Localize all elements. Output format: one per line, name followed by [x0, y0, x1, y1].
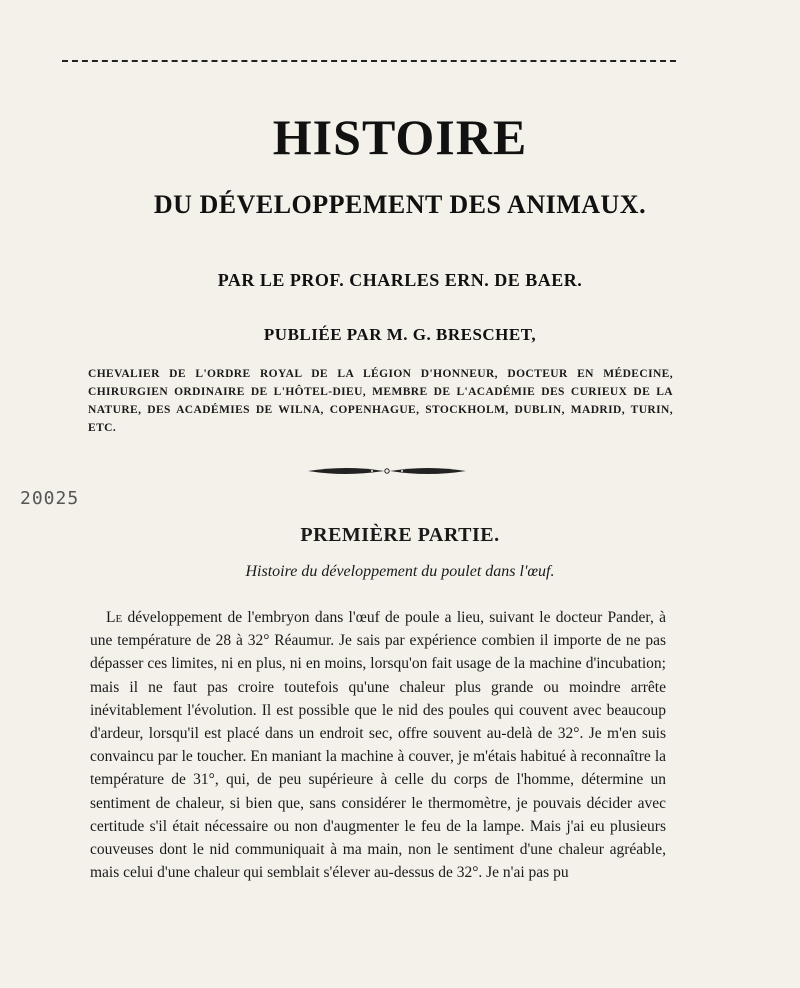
publisher-line: PUBLIÉE PAR M. G. BRESCHET, [263, 325, 537, 344]
author-line: PAR LE PROF. CHARLES ERN. DE BAER. [217, 270, 583, 290]
body-text: développement de l'embryon dans l'œuf de poule a lieu, suivant le docteur Pander, à une température de 28 à 32° Réaumur. Je sais par expérience combien il importe de ne pas dépasser ces limites, ni en plus, ni en moins, lorsqu'on fait usage de la machine d'incubation; mais il ne faut pas croire toutefois qu'une chaleur plus grande ou moindre arrête inévitablement l'évolution. Il est possible que le nid des poules qui couvent avec beaucoup d'ardeur, lorsqu'il est placé dans un endroit sec, offre souvent au-delà de 32°. Je m'en suis convaincu par le toucher. En maniant la machine à couver, je m'étais habitué à reconnaître la température de 31°, qui, de peu supérieure à celle du corps de l'homme, détermine un sentiment de chaleur, si bien que, sans considérer le thermomètre, je pouvais décider avec certitude s'il était nécessaire ou non d'augmenter le feu de la lampe. Mais j'ai eu plusieurs couveuses dont le nid communiquait à ma main, non le sentiment d'une chaleur agréable, mais celui d'une chaleur qui semblait s'élever au-dessus de 32°. Je n'ai pas pu [90, 609, 666, 882]
credentials-paragraph: CHEVALIER DE L'ORDRE ROYAL DE LA LÉGION D'HONNEUR, DOCTEUR EN MÉDECINE, CHIRURGIEN ORDINAIRE DE L'HÔTEL-DIEU, MEMBRE DE L'ACADÉMIE DES CURIEUX DE LA NATURE, DES ACADÉMIES DE WILNA, COPENHAGUE, STOCKHOLM, DUBLIN, MADRID, TURIN, ETC. [88, 368, 673, 434]
subtitle: DU DÉVELOPPEMENT DES ANIMAUX. [153, 190, 647, 219]
body-paragraph [90, 606, 666, 884]
body-first-word: Le [106, 609, 123, 626]
part-title: PREMIÈRE PARTIE. [300, 524, 500, 546]
top-rule [62, 60, 676, 62]
part-subtitle: Histoire du développement du poulet dans l'œuf. [245, 563, 555, 580]
library-stamp: 20025 [20, 488, 80, 509]
ornament-divider-icon [306, 464, 468, 478]
title: HISTOIRE [272, 109, 528, 165]
